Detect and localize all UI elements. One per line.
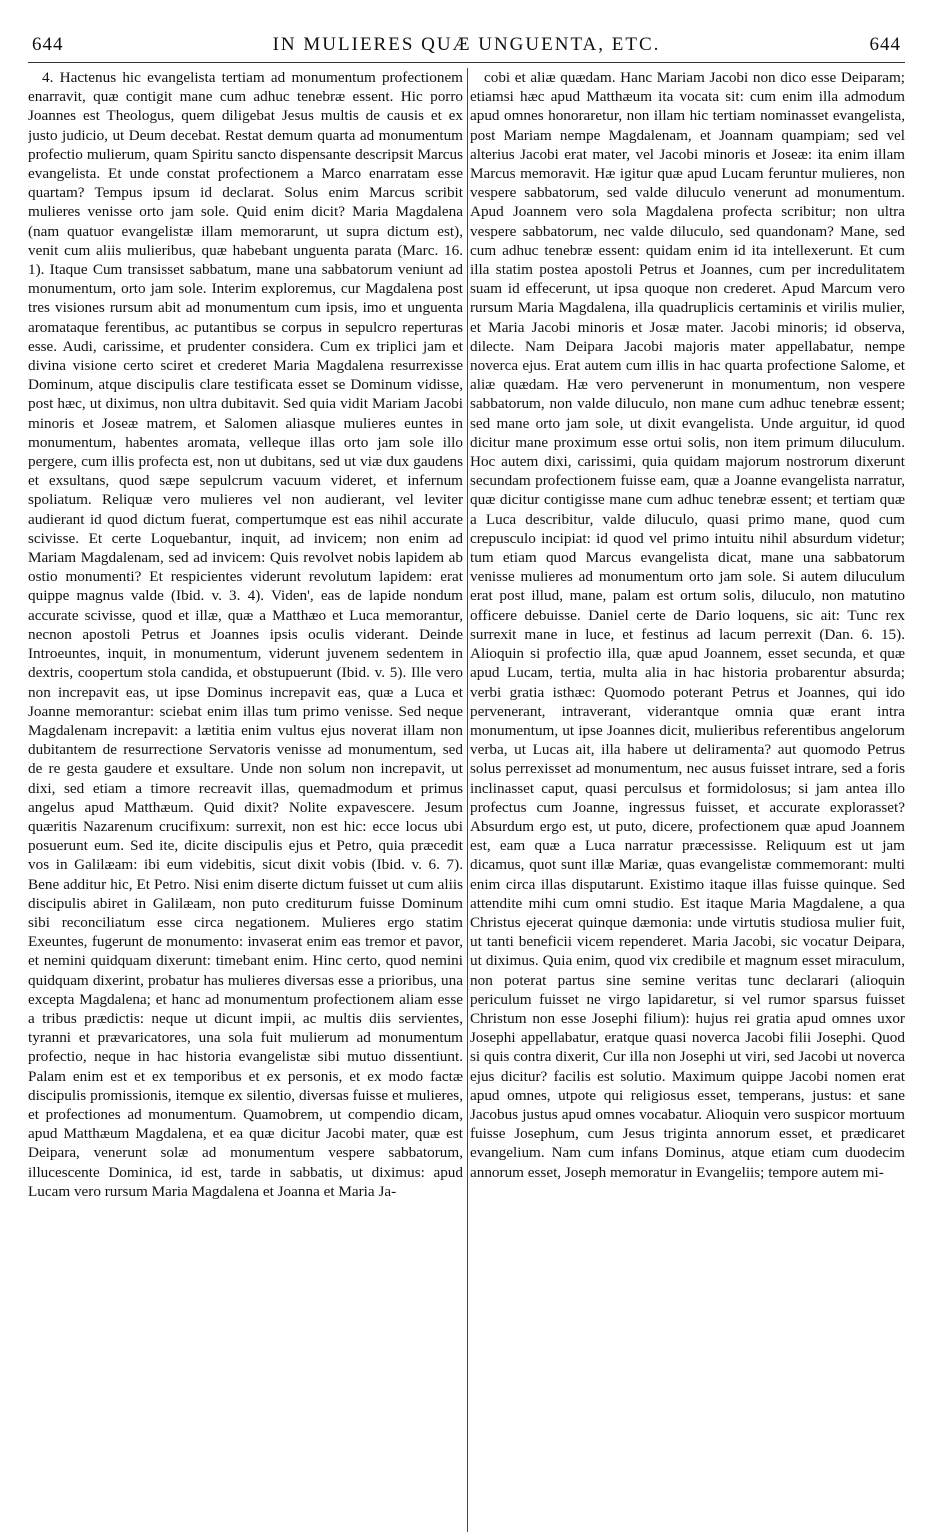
right-column-text: cobi et aliæ quædam. Hanc Mariam Jacobi non dico esse Deiparam; etiamsi hæc apud Matthæum ita vocata sit: cum enim illa admodum apud omnes honoraretur, non illam hic tertiam nominasset evangelista, post Mariam nempe Magdalenam, et Joannam quampiam; sed vel alterius Jacobi erat mater, vel Jacobi minoris et Joseæ: ita enim illam Marcus memoravit. Hæ igitur quæ apud Lucam feruntur mulieres, non vespere sabbatorum, sed valde diluculo venerunt ad monumentum. Apud Joannem vero sola Magdalena profecta scribitur; non ultra vespere sabbatorum, nec valde diluculo, sed quandonam? Mane, sed cum adhuc tenebræ essent: quidam enim id ita intellexerunt. Et cum illa statim postea apostoli Petrus et Joannes, cum per incredulitatem suam id effecerunt, ut ipsa quoque non crederet. Apud Marcum vero rursum Maria Magdalena, illa quadruplicis certaminis et virilis mulier, et Maria Jacobi minoris et Josæ mater. Jacobi minoris; id observa, dilecte. Nam Deipara Jacobi majoris mater appellabatur, nempe noverca ejus. Erat autem cum illis in hac quarta profectione Salome, et aliæ quædam. Hæ vero pervenerunt in monumentum, non vespere sabbatorum, non valde diluculo, non mane cum adhuc tenebræ essent; sed mane orto jam sole, ut dixit evangelista. Unde arguitur, id quod dicitur mane proximum esse ortui solis, non item primum diluculum. Hoc autem dixi, carissimi, quia quidam majorum nostrorum dixerunt secundam profectionem fuisse eam, quæ a Joanne evangelista narratur, quæ dicitur contigisse mane cum adhuc tenebræ essent; et tertiam quæ a Luca describitur, valde diluculo, quasi primo mane, quod cum crepusculo incipiat: id quod vel primo intuitu nihil absurdum videtur; tum etiam quod Marcus evangelista dicat, mane una sabbatorum venisse mulieres ad monumentum orto jam sole. Si autem diluculum erat post illud, mane, palam est ortum solis, diluculo, non matutino officere debuisse. Daniel certe de Dario loquens, sic ait: Tunc rex surrexit mane in luce, et festinus ad lacum perrexit (Dan. 6. 15). Alioquin si profectio illa, quæ apud Joannem, esset secunda, et quæ apud Lucam, tertia, multa alia in hac historia probarentur absurda; verbi gratia isthæc: Quomodo poterant Petrus et Joannes, qui ido pervenerant, intraverant, viderantque omnia quæ erant intra monumentum, ut ipse Joannes dicit, mulieribus referentibus angelorum verba, ut Lucas ait, illa habere ut deliramenta? aut quomodo Petrus solus perrexisset ad monumentum, nec ausus fuisset intrare, sed a foris inclinasset caput, quasi perculsus et formidolosus; si jam antea illo profectus cum Joanne, ingressus fuisset, et accurate explorasset? Absurdum ergo est, ut puto, dicere, profectionem quæ apud Joannem est, eam quæ a Luca narratur præcessisse. Reliquum est ut jam dicamus, quot sunt illæ Mariæ, quas evangelistæ commemorant: multi enim circa illas disputarunt. Existimo itaque illas fuisse quinque. Sed attendite mihi cum omni studio. Est itaque Maria Magdalene, a qua Christus ejecerat quinque dæmonia: unde virtutis studiosa mulier fuit, ut tanti beneficii vicem rependeret. Maria Jacobi, sic vocatur Deipara, ut diximus. Quia enim, quod vix credibile et magnum esset miraculum, non poterat partus sine semine veritas tunc declarari (alioquin periculum fuisset ne virgo lapidaretur, si vel rumor sparsus fuisset Christum non esse Josephi filium): hujus rei gratia apud omnes uxor Josephi appellabatur, eratque quasi noverca Jacobi filii Josephi. Quod si quis contra dixerit, Cur illa non Josephi ut viri, sed Jacobi ut noverca ejus dicitur? facilis est solutio. Maximum quippe Jacobi nomen erat apud omnes, utpote qui religiosus esset, temperans, justus: et sane Jacobus justus apud omnes vocabatur. Alioquin vero suspicor mortuum fuisse Josephum, cum Jesus triginta annorum esset, et prædicaret evangelium. Nam cum infans Dominus, atque etiam cum duodecim annorum esset, Joseph memoratur in Evangeliis; tempore autem mi- — [470, 69, 905, 1181]
left-column-text: 4. Hactenus hic evangelista tertiam ad monumentum profectionem enarravit, quæ contigit mane cum adhuc tenebræ essent. Hic porro Joannes est Theologus, quem diligebat Jesus multis de causis et ex justo judicio, ut Deum decebat. Restat demum quarta ad monumentum profectio mulierum, quam Spiritu sancto dispensante descripsit Marcus evangelista. Et unde constat profectionem a Marco enarratam esse quartam? Tempus ipsum id declarat. Solus enim Marcus scribit mulieres venisse orto jam sole. Quid enim dicit? Maria Magdalena (nam quatuor evangelistæ illam memorarunt, ut supra dictum est), venit cum aliis mulieribus, quæ habebant unguenta parata (Marc. 16. 1). Itaque Cum transisset sabbatum, mane una sabbatorum veniunt ad monumentum, orto jam sole. Interim exploremus, cur Magdalena post tres visiones rursum abit ad monumentum cum ipsis, imo et unguenta aromataque ferentibus, ac putantibus se corpus in sepulcro reperturas esse. Audi, carissime, et prudenter considera. Cum ex triplici jam et divina visione certo sciret et crederet Maria Magdalena resurrexisse Dominum, atque discipulis clare testificata esset se Dominum vidisse, post hæc, ut diximus, non ultra dubitavit. Sed quia vidit Mariam Jacobi minoris et Joseæ matrem, et Salomen aliasque mulieres euntes in monumentum, habentes aromata, velleque illas orto jam sole illo pergere, cum illis profecta est, non ut dubitans, sed ut viæ dux gaudens et exsultans, quod sæpe sepulcrum vacuum videret, et infernum spoliatum. Reliquæ vero mulieres vel non audierant, vel leviter audierant id quod dictum fuerat, compertumque est eas nihil accurate scivisse. Et certe Loquebantur, inquit, ad invicem; non enim ad Mariam Magdalenam, sed ad invicem: Quis revolvet nobis lapidem ab ostio monumenti? Et respicientes viderunt revolutum lapidem: erat quippe magnus valde (Ibid. v. 3. 4). Viden', eas de lapide nondum accurate scivisse, quod et illæ, quæ a Matthæo et Luca memorantur, necnon apostoli Petrus et Joannes ipsis oculis viderant. Deinde Introeuntes, inquit, in monumentum, viderunt juvenem sedentem in dextris, coopertum stola candida, et obstupuerunt (Ibid. v. 5). Ille vero non increpavit eas, ut ipse Dominus increpavit eas, quæ a Luca et Joanne memorantur: sciebat enim illas tum primo venisse. Sed neque Magdalenam increpavit: a lætitia enim vultus ejus noverat illam non dubitantem de resurrectione Servatoris venisse ad monumentum, sed de re gesta gaudere et exsultare. Unde non solum non increpavit, ut dixi, sed etiam a timore recreavit illas, quemadmodum et primus angelus apud Matthæum. Quid dixit? Nolite expavescere. Jesum quæritis Nazarenum crucifixum: surrexit, non est hic: ecce locus ubi posuerunt eum. Sed ite, dicite discipulis ejus et Petro, quia præcedit vos in Galilæam: ibi eum videbitis, sicut dixit vobis (Ibid. v. 6. 7). Bene additur hic, Et Petro. Nisi enim diserte dictum fuisset ut cum aliis discipulis abiret in Galilæam, non puto crediturum fuisse Dominum sibi reconciliatum esse circa negationem. Mulieres ergo statim Exeuntes, fugerunt de monumento: invaserat enim eas tremor et pavor, et nemini quidquam dixerunt: timebant enim. Hinc certo, quod nemini quidquam dixerint, probatur has mulieres diversas esse a prioribus, una excepta Magdalena; et hanc ad monumentum profectionem aliam esse a tribus prædictis: neque ut dicunt impii, ac multis diis servientes, tyranni et prævaricatores, una sola fuit mulierum ad monumentum profectio, neque in hac historia evangelistæ sibi mutuo dissentiunt. Palam enim est et ex temporibus et ex personis, et ex modo factæ discipulis promissionis, itemque ex silentio, diversas fuisse et mulieres, et profectiones ad monumentum. Quamobrem, ut compendio dicam, apud Matthæum Magdalena, et ea quæ dicitur Jacobi mater, quæ est Deipara, venerunt solæ ad monumentum vespere sabbatorum, illucescente Dominica, id est, tarde in sabbatis, ut diximus: apud Lucam vero rursum Maria Magdalena et Joanna et Maria Ja- — [28, 69, 463, 1200]
left-column — [28, 68, 463, 1532]
running-header — [28, 32, 905, 63]
column-divider — [467, 68, 468, 1532]
running-title: IN MULIERES QUÆ UNGUENTA, ETC. — [272, 34, 661, 55]
right-column — [470, 68, 905, 1532]
page-number-left: 644 — [32, 34, 64, 55]
text-columns — [28, 68, 905, 1532]
page-number-right: 644 — [869, 34, 901, 55]
